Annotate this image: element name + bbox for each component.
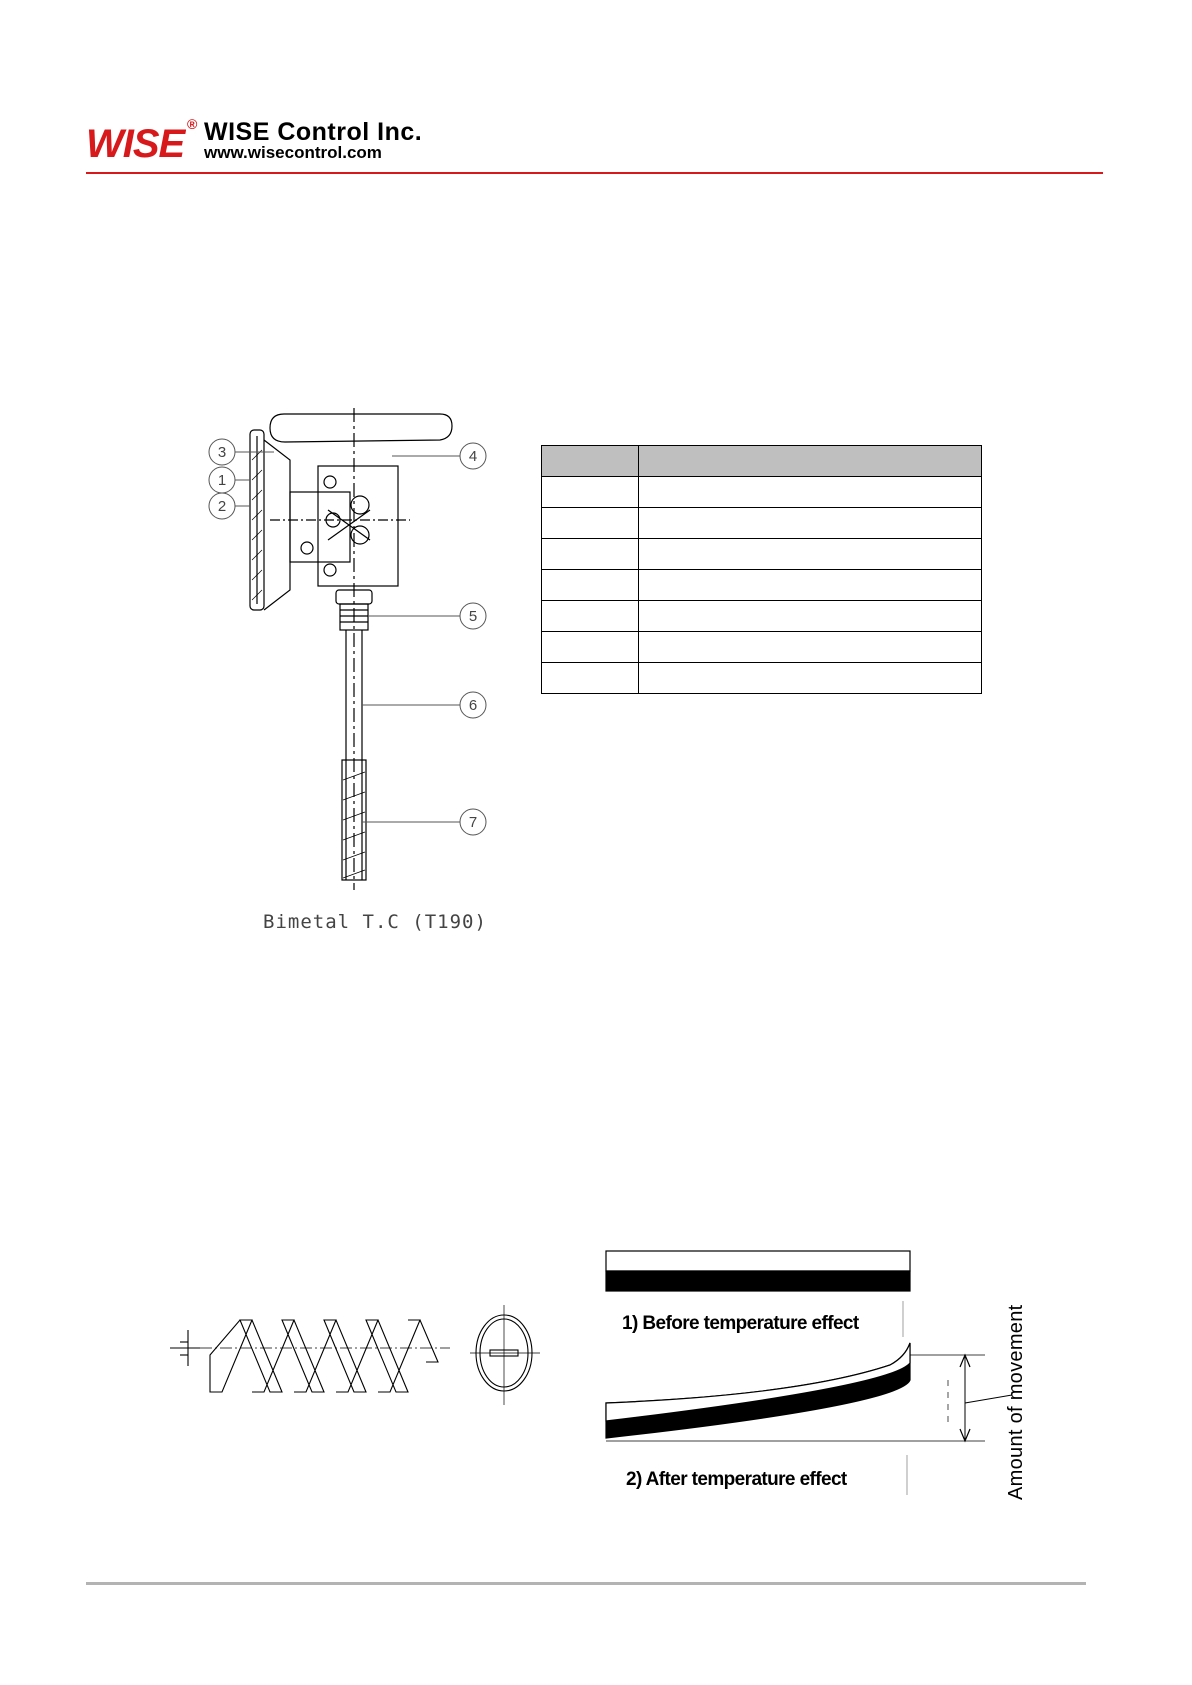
header-rule <box>86 172 1103 174</box>
table-cell <box>542 601 639 632</box>
table-cell <box>542 508 639 539</box>
company-url: www.wisecontrol.com <box>204 143 382 162</box>
table-row <box>542 663 982 694</box>
table-row <box>542 570 982 601</box>
table-cell <box>639 477 982 508</box>
callout-6: 6 <box>468 697 478 714</box>
callout-2: 2 <box>217 498 227 515</box>
company-name: WISE Control Inc. <box>204 118 423 146</box>
table-row <box>542 601 982 632</box>
table-row <box>542 539 982 570</box>
bimetal-strip-drawing <box>600 1245 1020 1505</box>
table-cell <box>639 539 982 570</box>
before-caption: 1) Before temperature effect <box>622 1313 859 1334</box>
table-cell <box>542 477 639 508</box>
table-row <box>542 477 982 508</box>
drawing-caption: Bimetal T.C (T190) <box>263 911 487 933</box>
after-caption: 2) After temperature effect <box>626 1469 847 1490</box>
callout-7: 7 <box>468 814 478 831</box>
helical-coil-drawing <box>170 1300 570 1410</box>
table-cell <box>542 632 639 663</box>
wise-logo <box>86 122 186 162</box>
table-cell <box>639 601 982 632</box>
callout-3: 3 <box>217 444 227 461</box>
registered-mark: ® <box>187 116 198 132</box>
table-cell <box>639 663 982 694</box>
callout-1: 1 <box>217 472 227 489</box>
table-header-cell <box>542 446 639 477</box>
footer-rule <box>86 1582 1086 1585</box>
table-row <box>542 508 982 539</box>
callout-4: 4 <box>468 448 478 465</box>
table-cell <box>639 570 982 601</box>
table-cell <box>542 539 639 570</box>
bimetal-tc-drawing <box>170 400 510 910</box>
logo-text: WISE <box>86 122 185 162</box>
table-cell <box>639 508 982 539</box>
table-header-row <box>542 446 982 477</box>
callout-5: 5 <box>468 608 478 625</box>
parts-table <box>541 445 982 694</box>
table-header-cell <box>639 446 982 477</box>
table-row <box>542 632 982 663</box>
table-cell <box>639 632 982 663</box>
movement-label: Amount of movement <box>1005 1304 1027 1500</box>
table-cell <box>542 663 639 694</box>
table-cell <box>542 570 639 601</box>
